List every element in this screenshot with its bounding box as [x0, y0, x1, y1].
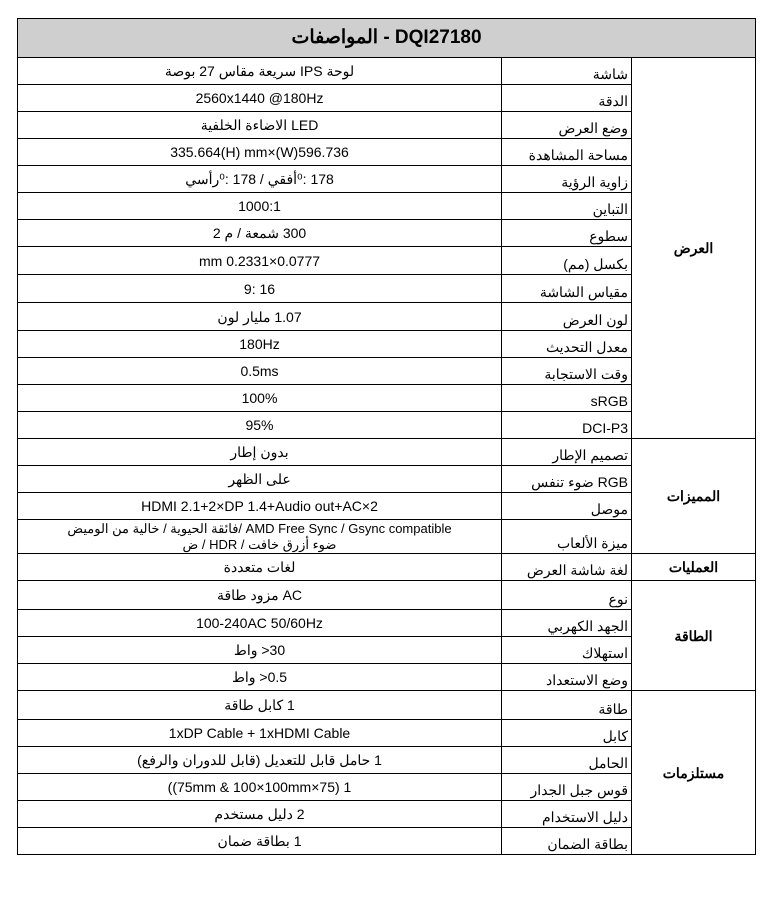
spec-value: على الظهر [18, 466, 502, 493]
spec-value: 100% [18, 385, 502, 412]
spec-value: 2 دليل مستخدم [18, 801, 502, 828]
spec-row [18, 554, 756, 581]
spec-label: وقت الاستجابة [502, 358, 632, 385]
spec-label: التباين [502, 193, 632, 220]
spec-value: 1000:1 [18, 193, 502, 220]
spec-row [18, 691, 756, 720]
spec-label: الجهد الكهربي [502, 610, 632, 637]
section-label: مستلزمات [632, 691, 756, 855]
spec-label: كابل [502, 720, 632, 747]
spec-value: 1.07 مليار لون [18, 303, 502, 331]
spec-row [18, 439, 756, 466]
spec-label: نوع [502, 581, 632, 610]
spec-label: بكسل (مم) [502, 247, 632, 275]
spec-value-line: ضوء أزرق خافت / HDR / ض [182, 536, 337, 552]
spec-label: شاشة [502, 58, 632, 85]
spec-label: sRGB [502, 385, 632, 412]
spec-label: دليل الاستخدام [502, 801, 632, 828]
spec-value: 30< واط [18, 637, 502, 664]
spec-value [18, 520, 502, 554]
page-title: DQI27180 - المواصفات [18, 19, 756, 58]
spec-label: مقياس الشاشة [502, 275, 632, 303]
spec-sheet [17, 18, 755, 855]
spec-label: معدل التحديث [502, 331, 632, 358]
spec-value: 180Hz [18, 331, 502, 358]
spec-label: ميزة الألعاب [502, 520, 632, 554]
spec-label: وضع الاستعداد [502, 664, 632, 691]
spec-value: لغات متعددة [18, 554, 502, 581]
spec-value: 0.5ms [18, 358, 502, 385]
spec-value: 2560x1440 @180Hz [18, 85, 502, 112]
spec-value: بدون إطار [18, 439, 502, 466]
spec-label: زاوية الرؤية [502, 166, 632, 193]
section-label: العرض [632, 58, 756, 439]
spec-label: طاقة [502, 691, 632, 720]
spec-value: LED الاضاءة الخلفية [18, 112, 502, 139]
spec-value: 95% [18, 412, 502, 439]
spec-value: 1 (75×75mm & 100×100mm)) [18, 774, 502, 801]
spec-value: لوحة IPS سريعة مقاس 27 بوصة [18, 58, 502, 85]
spec-value: 1xDP Cable + 1xHDMI Cable [18, 720, 502, 747]
spec-value: 1 حامل قابل للتعديل (قابل للدوران والرفع) [18, 747, 502, 774]
spec-label: لون العرض [502, 303, 632, 331]
spec-value: 1 كابل طاقة [18, 691, 502, 720]
spec-label: الدقة [502, 85, 632, 112]
spec-label: لغة شاشة العرض [502, 554, 632, 581]
spec-value-line: AMD Free Sync / Gsync compatible /فائقة الحيوية / خالية من الوميض [67, 520, 452, 536]
spec-label: وضع العرض [502, 112, 632, 139]
section-label: المميزات [632, 439, 756, 554]
spec-label: تصميم الإطار [502, 439, 632, 466]
spec-value: 100-240AC 50/60Hz [18, 610, 502, 637]
spec-value: 0.0777×0.2331 mm [18, 247, 502, 275]
spec-value: 1 بطاقة ضمان [18, 828, 502, 855]
spec-label: موصل [502, 493, 632, 520]
spec-label: مساحة المشاهدة [502, 139, 632, 166]
spec-label: الحامل [502, 747, 632, 774]
title-row [18, 19, 756, 58]
spec-row [18, 581, 756, 610]
spec-value: 0.5< واط [18, 664, 502, 691]
spec-label: قوس جبل الجدار [502, 774, 632, 801]
spec-value: 178 :⁰أفقي / 178 :⁰رأسي [18, 166, 502, 193]
spec-value: 300 شمعة / م 2 [18, 220, 502, 247]
spec-row [18, 58, 756, 85]
spec-value: 16 :9 [18, 275, 502, 303]
spec-value: AC مزود طاقة [18, 581, 502, 610]
spec-label: DCI-P3 [502, 412, 632, 439]
spec-label: استهلاك [502, 637, 632, 664]
spec-label: سطوع [502, 220, 632, 247]
spec-value: 2×HDMI 2.1+2×DP 1.4+Audio out+AC [18, 493, 502, 520]
spec-value: 596.736(W)×335.664(H) mm [18, 139, 502, 166]
spec-table [17, 18, 756, 855]
section-label: الطاقة [632, 581, 756, 691]
spec-label: RGB ضوء تنفس [502, 466, 632, 493]
spec-label: بطاقة الضمان [502, 828, 632, 855]
section-label: العمليات [632, 554, 756, 581]
